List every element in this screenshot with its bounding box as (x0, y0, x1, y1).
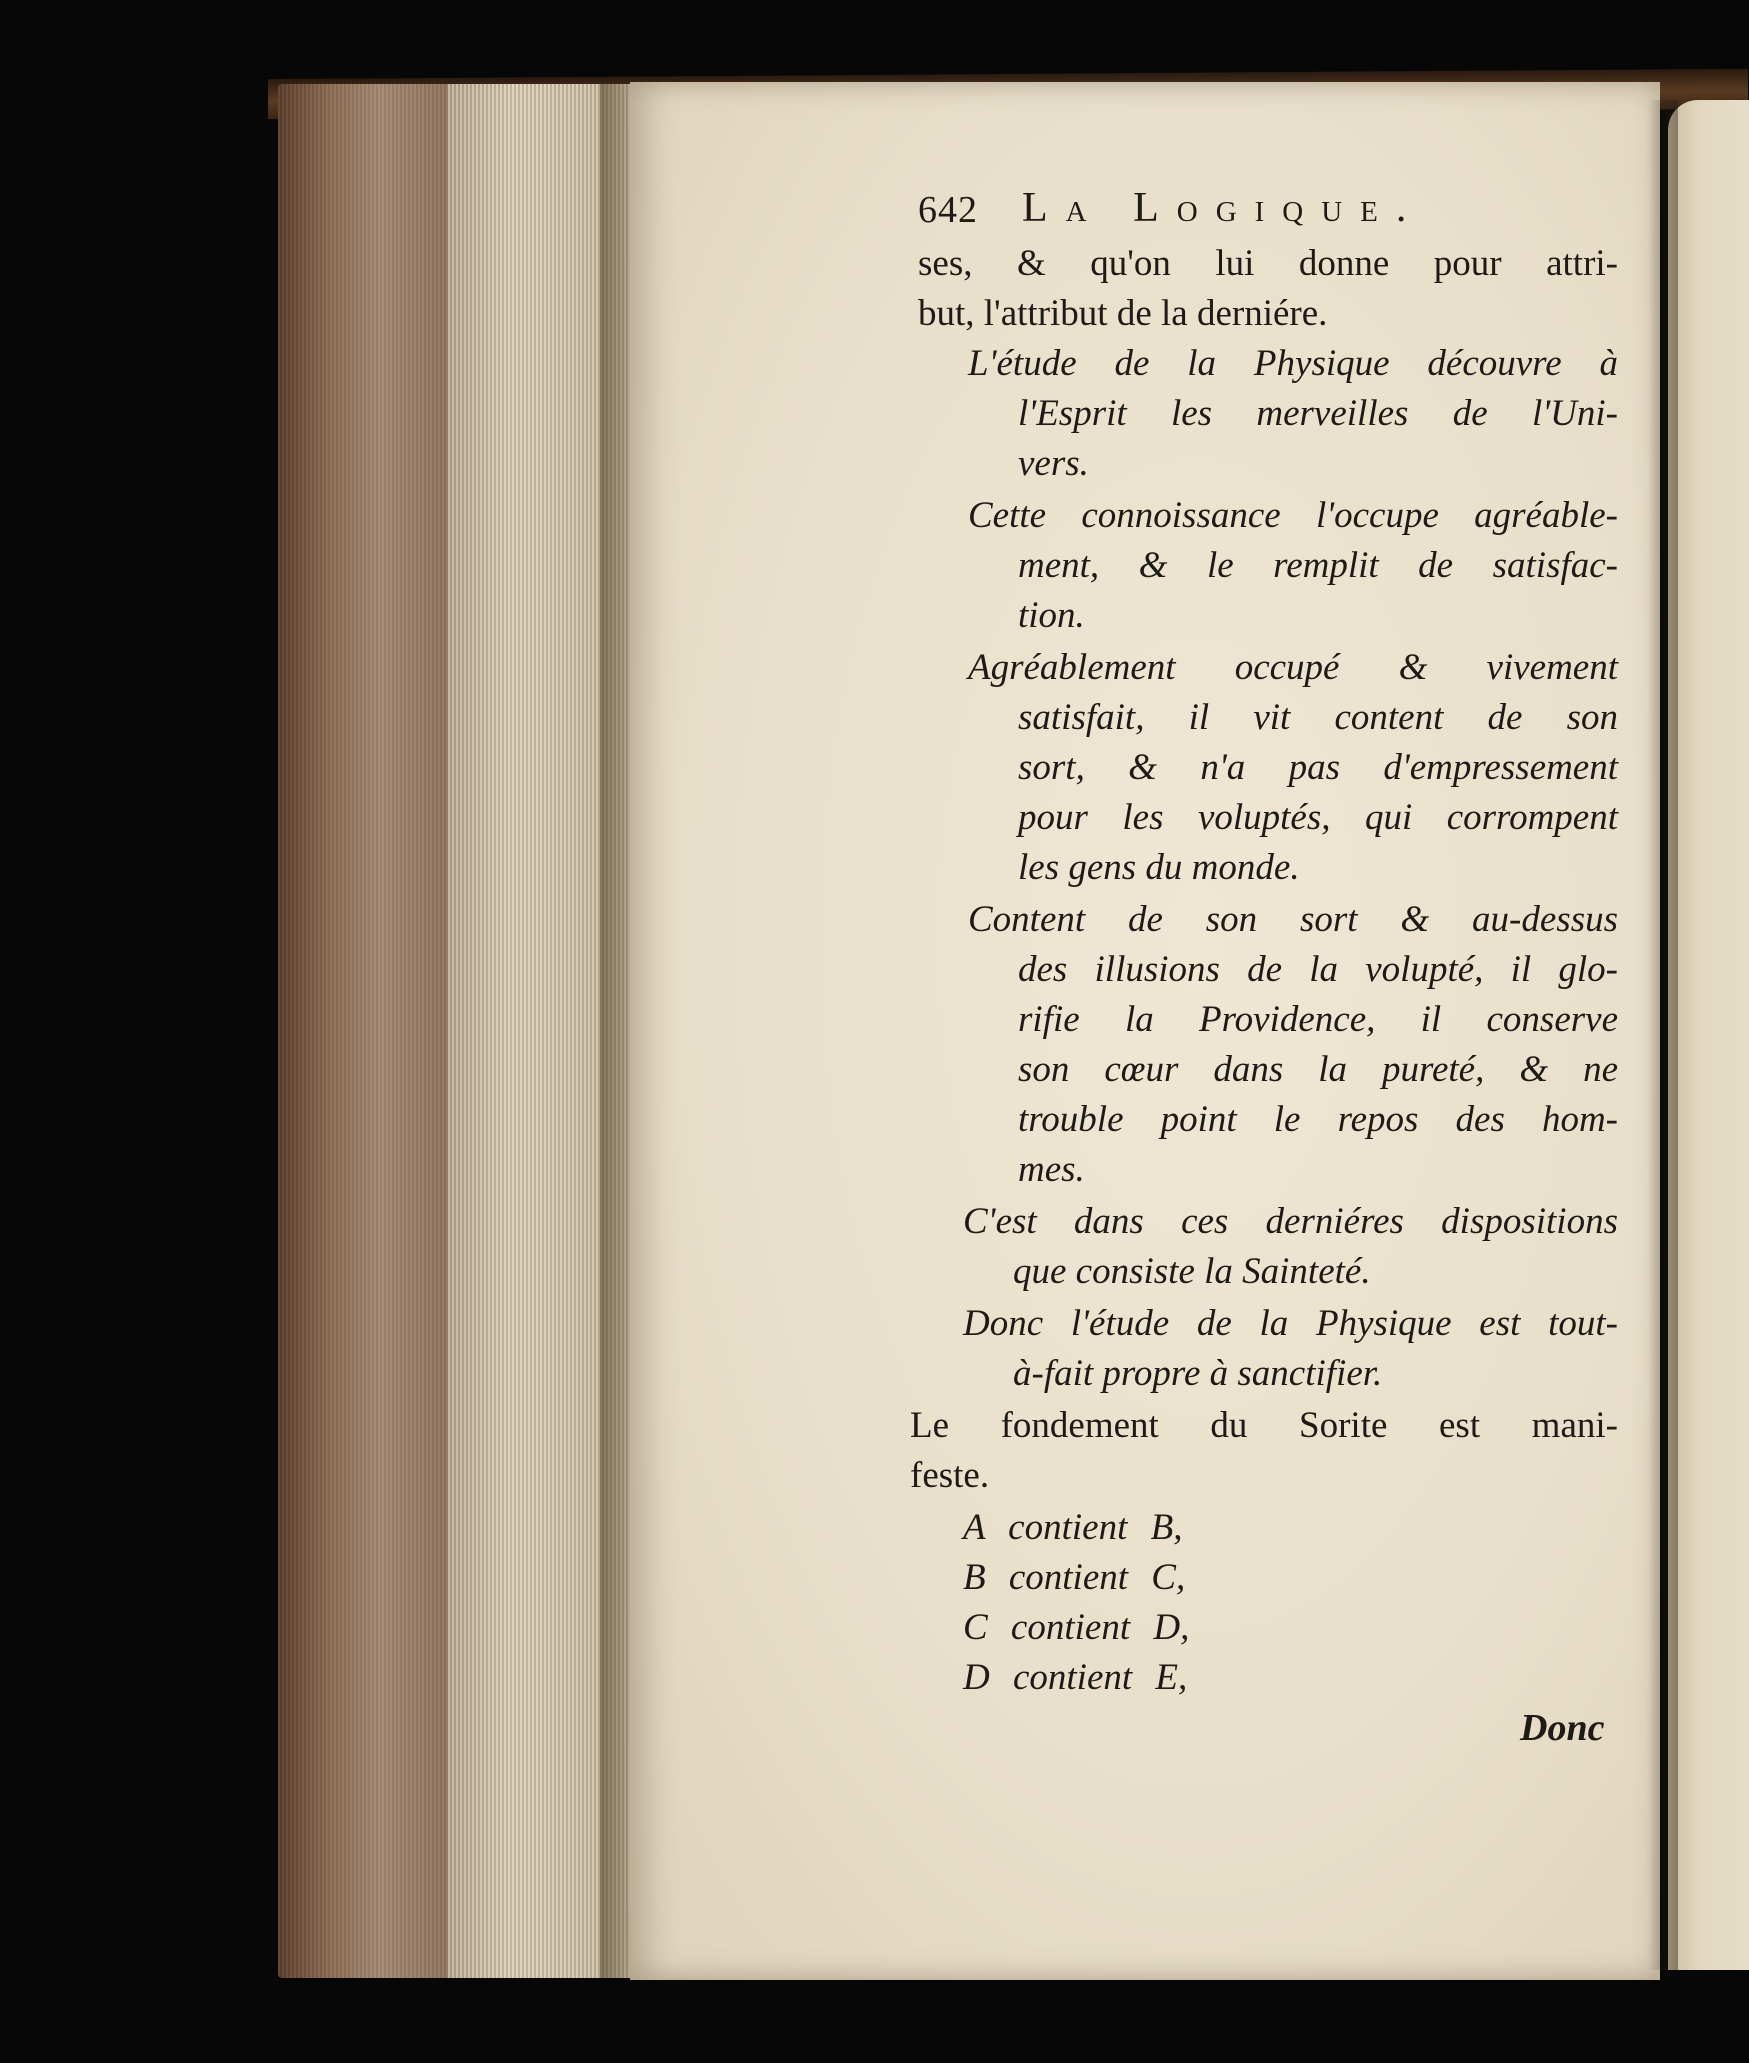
text-line: les gens du monde. (1018, 847, 1300, 888)
text-line: satisfait, il vit content de son (1018, 697, 1618, 738)
text-line: D contient E, (963, 1657, 1188, 1698)
running-title: La Logique. (1022, 185, 1425, 231)
text-line: ment, & le remplit de satisfac- (1018, 545, 1618, 586)
text-line: son cœur dans la pureté, & ne (1018, 1049, 1618, 1090)
text-line: à-fait propre à sanctifier. (1013, 1353, 1383, 1394)
text-line: C contient D, (963, 1607, 1190, 1648)
text-line: pour les voluptés, qui corrompent (1018, 797, 1618, 838)
text-line: feste. (910, 1455, 990, 1496)
text-line: ses, & qu'on lui donne pour attri- (918, 243, 1618, 284)
text-line: vers. (1018, 443, 1089, 484)
text-line: sort, & n'a pas d'empressement (1018, 747, 1618, 788)
page-number: 642 (918, 189, 978, 231)
text-line: l'Esprit les merveilles de l'Uni- (1018, 393, 1618, 434)
text-line: tion. (1018, 595, 1085, 636)
text-line: Cette connoissance l'occupe agréable- (968, 495, 1618, 536)
text-line: B contient C, (963, 1557, 1186, 1598)
text-line: C'est dans ces derniéres dispositions (963, 1201, 1618, 1242)
text-line: Content de son sort & au-dessus (968, 899, 1618, 940)
text-line: Agréablement occupé & vivement (968, 647, 1618, 688)
text-line: A contient B, (963, 1507, 1183, 1548)
text-line: Le fondement du Sorite est mani- (910, 1405, 1618, 1446)
text-line: des illusions de la volupté, il glo- (1018, 949, 1618, 990)
text-line: Donc l'étude de la Physique est tout- (963, 1303, 1618, 1344)
text-line: que consiste la Sainteté. (1013, 1251, 1371, 1292)
catchword: Donc (1520, 1707, 1605, 1749)
text-line: trouble point le repos des hom- (1018, 1099, 1618, 1140)
text-line: but, l'attribut de la derniére. (918, 293, 1328, 334)
text-line: L'étude de la Physique découvre à (968, 343, 1618, 384)
text-line: mes. (1018, 1149, 1085, 1190)
text-line: rifie la Providence, il conserve (1018, 999, 1618, 1040)
